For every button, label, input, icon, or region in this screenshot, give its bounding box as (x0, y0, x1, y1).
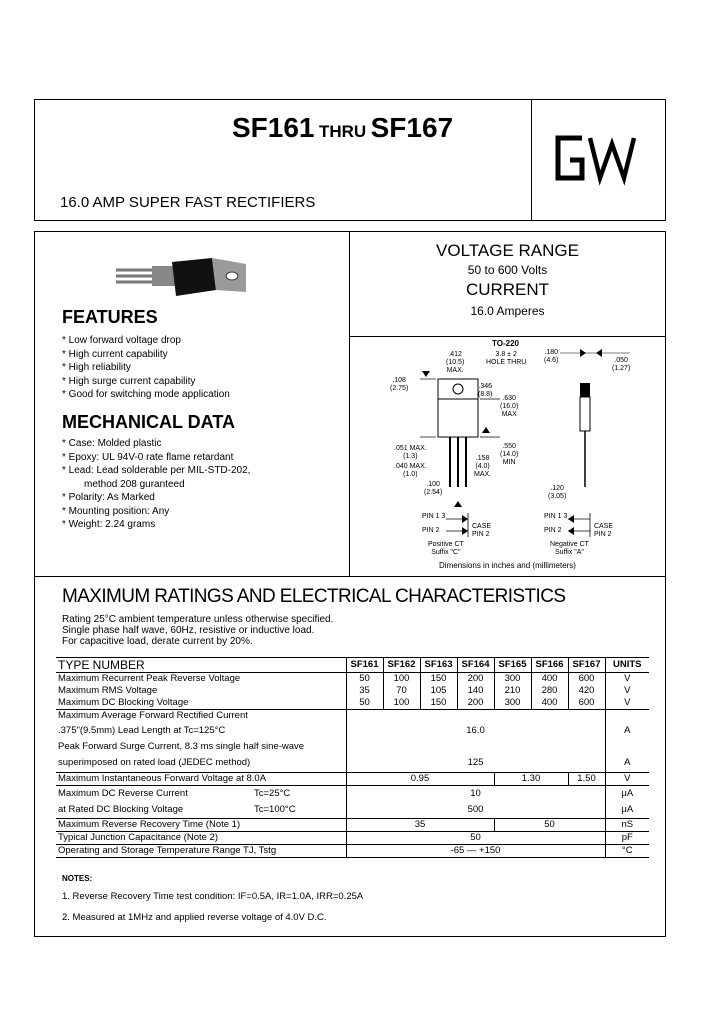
part-title (232, 112, 453, 144)
case-label: CASE (594, 523, 614, 530)
table-row: Maximum DC Blocking Voltage 50 100 150 200 300 400 600 V (56, 697, 649, 710)
dim-label: .100 (2.54) (424, 481, 443, 496)
pin-label: PIN 1 3 (544, 513, 568, 520)
neg-ct-label: Negative CT Suffix "A" (550, 541, 589, 556)
dim-label: .050 (1.27) (612, 357, 631, 372)
table-row: superimposed on rated load (JEDEC method) 125 A (56, 754, 649, 773)
dim-label: .412 (10.5) MAX. (446, 351, 465, 374)
notes-title: NOTES: (62, 874, 93, 883)
dim-label: .630 (16.0) MAX (500, 395, 519, 418)
dim-label: .108 (2.75) (390, 377, 409, 392)
mechanical-item: * Epoxy: UL 94V-0 rate flame retardant (62, 451, 234, 463)
table-row: .375"(9.5mm) Lead Length at Tc=125°C 16.0 A (56, 722, 649, 740)
subtitle: 16.0 AMP SUPER FAST RECTIFIERS (60, 194, 316, 211)
feature-item: * High reliability (62, 362, 131, 373)
mechanical-item: method 208 guranteed (84, 478, 185, 490)
mechanical-item: * Lead: Lead solderable per MIL-STD-202, (62, 465, 251, 476)
dim-label: .180 (4.6) (544, 349, 559, 364)
dim-label: .040 MAX. (1.0) (394, 463, 427, 478)
col-header: SF166 (531, 658, 568, 673)
col-header: UNITS (605, 658, 649, 673)
dim-label: .346 (8.8) (478, 383, 493, 398)
feature-item: * High surge current capability (62, 375, 196, 387)
feature-item: * High current capability (62, 348, 168, 360)
mechanical-item: * Case: Molded plastic (62, 438, 162, 449)
thru-label: THRU (318, 122, 367, 141)
dim-label: .120 (3.05) (548, 485, 567, 500)
mechanical-item: * Mounting position: Any (62, 505, 170, 517)
part-from: SF161 (232, 112, 315, 143)
type-number-header: TYPE NUMBER (56, 658, 346, 673)
voltage-range-value: 50 to 600 Volts (467, 263, 548, 277)
ratings-intro: Rating 25°C ambient temperature unless otherwise specified. Single phase half wave, 60Hz, resistive or inductive load. For capacitive load, derate current by 20%. (62, 614, 334, 647)
col-header: SF165 (494, 658, 531, 673)
part-to: SF167 (370, 112, 454, 143)
pin-label: PIN 2 (544, 527, 562, 534)
col-header: SF164 (457, 658, 494, 673)
pin-label: PIN 2 (422, 527, 440, 534)
mechanical-item: * Weight: 2.24 grams (62, 519, 156, 530)
table-row: Maximum Reverse Recovery Time (Note 1) 35 50 nS (56, 819, 649, 832)
table-row: Maximum Average Forward Rectified Current (56, 710, 649, 723)
pin-label: PIN 2 (472, 531, 490, 538)
voltage-block (349, 240, 666, 320)
current-value: 16.0 Amperes (470, 304, 545, 318)
dimension-note: Dimensions in inches and (millimeters) (439, 561, 576, 570)
voltage-range-title: VOLTAGE RANGE (436, 241, 579, 260)
features-list (62, 334, 230, 402)
note-item: 1. Reverse Recovery Time test condition: IF=0.5A, IR=1.0A, IRR=0.25A (62, 891, 364, 902)
package-drawing (350, 337, 665, 575)
table-row: Maximum Instantaneous Forward Voltage at 8.0A 0.95 1.30 1.50 V (56, 773, 649, 786)
package-image (112, 252, 252, 307)
pin-label: PIN 1 3 (422, 513, 446, 520)
package-type: TO-220 (492, 339, 519, 348)
dim-label: 3.8 ± 2 HOLE THRU (486, 351, 527, 366)
pos-ct-label: Positive CT Suffix "C" (428, 541, 464, 556)
dim-label: .550 (14.0) MIN (500, 443, 519, 466)
note-item: 2. Measured at 1MHz and applied reverse voltage of 4.0V D.C. (62, 912, 327, 923)
mechanical-item: * Polarity: As Marked (62, 492, 155, 503)
col-header: SF162 (383, 658, 420, 673)
table-row: Maximum DC Reverse Current Tc=25°C 10 μA (56, 786, 649, 803)
col-header: SF163 (420, 658, 457, 673)
gw-logo-graphic (552, 130, 647, 186)
table-row: Maximum RMS Voltage 35 70 105 140 210 280 420 V (56, 685, 649, 697)
col-header: SF167 (568, 658, 605, 673)
case-label: CASE (472, 523, 492, 530)
mechanical-title: MECHANICAL DATA (62, 412, 235, 432)
table-row: Peak Forward Surge Current, 8.3 ms single half sine-wave (56, 740, 649, 754)
features-title: FEATURES (62, 307, 158, 327)
dim-label: .158 (4.0) MAX. (474, 455, 492, 478)
ratings-title: MAXIMUM RATINGS AND ELECTRICAL CHARACTERISTICS (62, 586, 566, 607)
ratings-table (56, 657, 649, 858)
table-row: at Rated DC Blocking Voltage Tc=100°C 500 μA (56, 802, 649, 819)
feature-item: * Low forward voltage drop (62, 335, 181, 346)
col-header: SF161 (346, 658, 383, 673)
gw-logo (552, 130, 647, 186)
pin-label: PIN 2 (594, 531, 612, 538)
dim-label: .051 MAX. (1.3) (394, 445, 427, 460)
table-header-row (56, 658, 649, 673)
to220-package-icon (112, 252, 252, 302)
table-row: Typical Junction Capacitance (Note 2) 50 pF (56, 832, 649, 845)
table-row: Operating and Storage Temperature Range TJ, Tstg -65 — +150 °C (56, 845, 649, 858)
current-title: CURRENT (465, 280, 550, 299)
feature-item: * Good for switching mode application (62, 389, 230, 400)
table-row: Maximum Recurrent Peak Reverse Voltage 50 100 150 200 300 400 600 V (56, 673, 649, 686)
mechanical-list (62, 437, 250, 532)
